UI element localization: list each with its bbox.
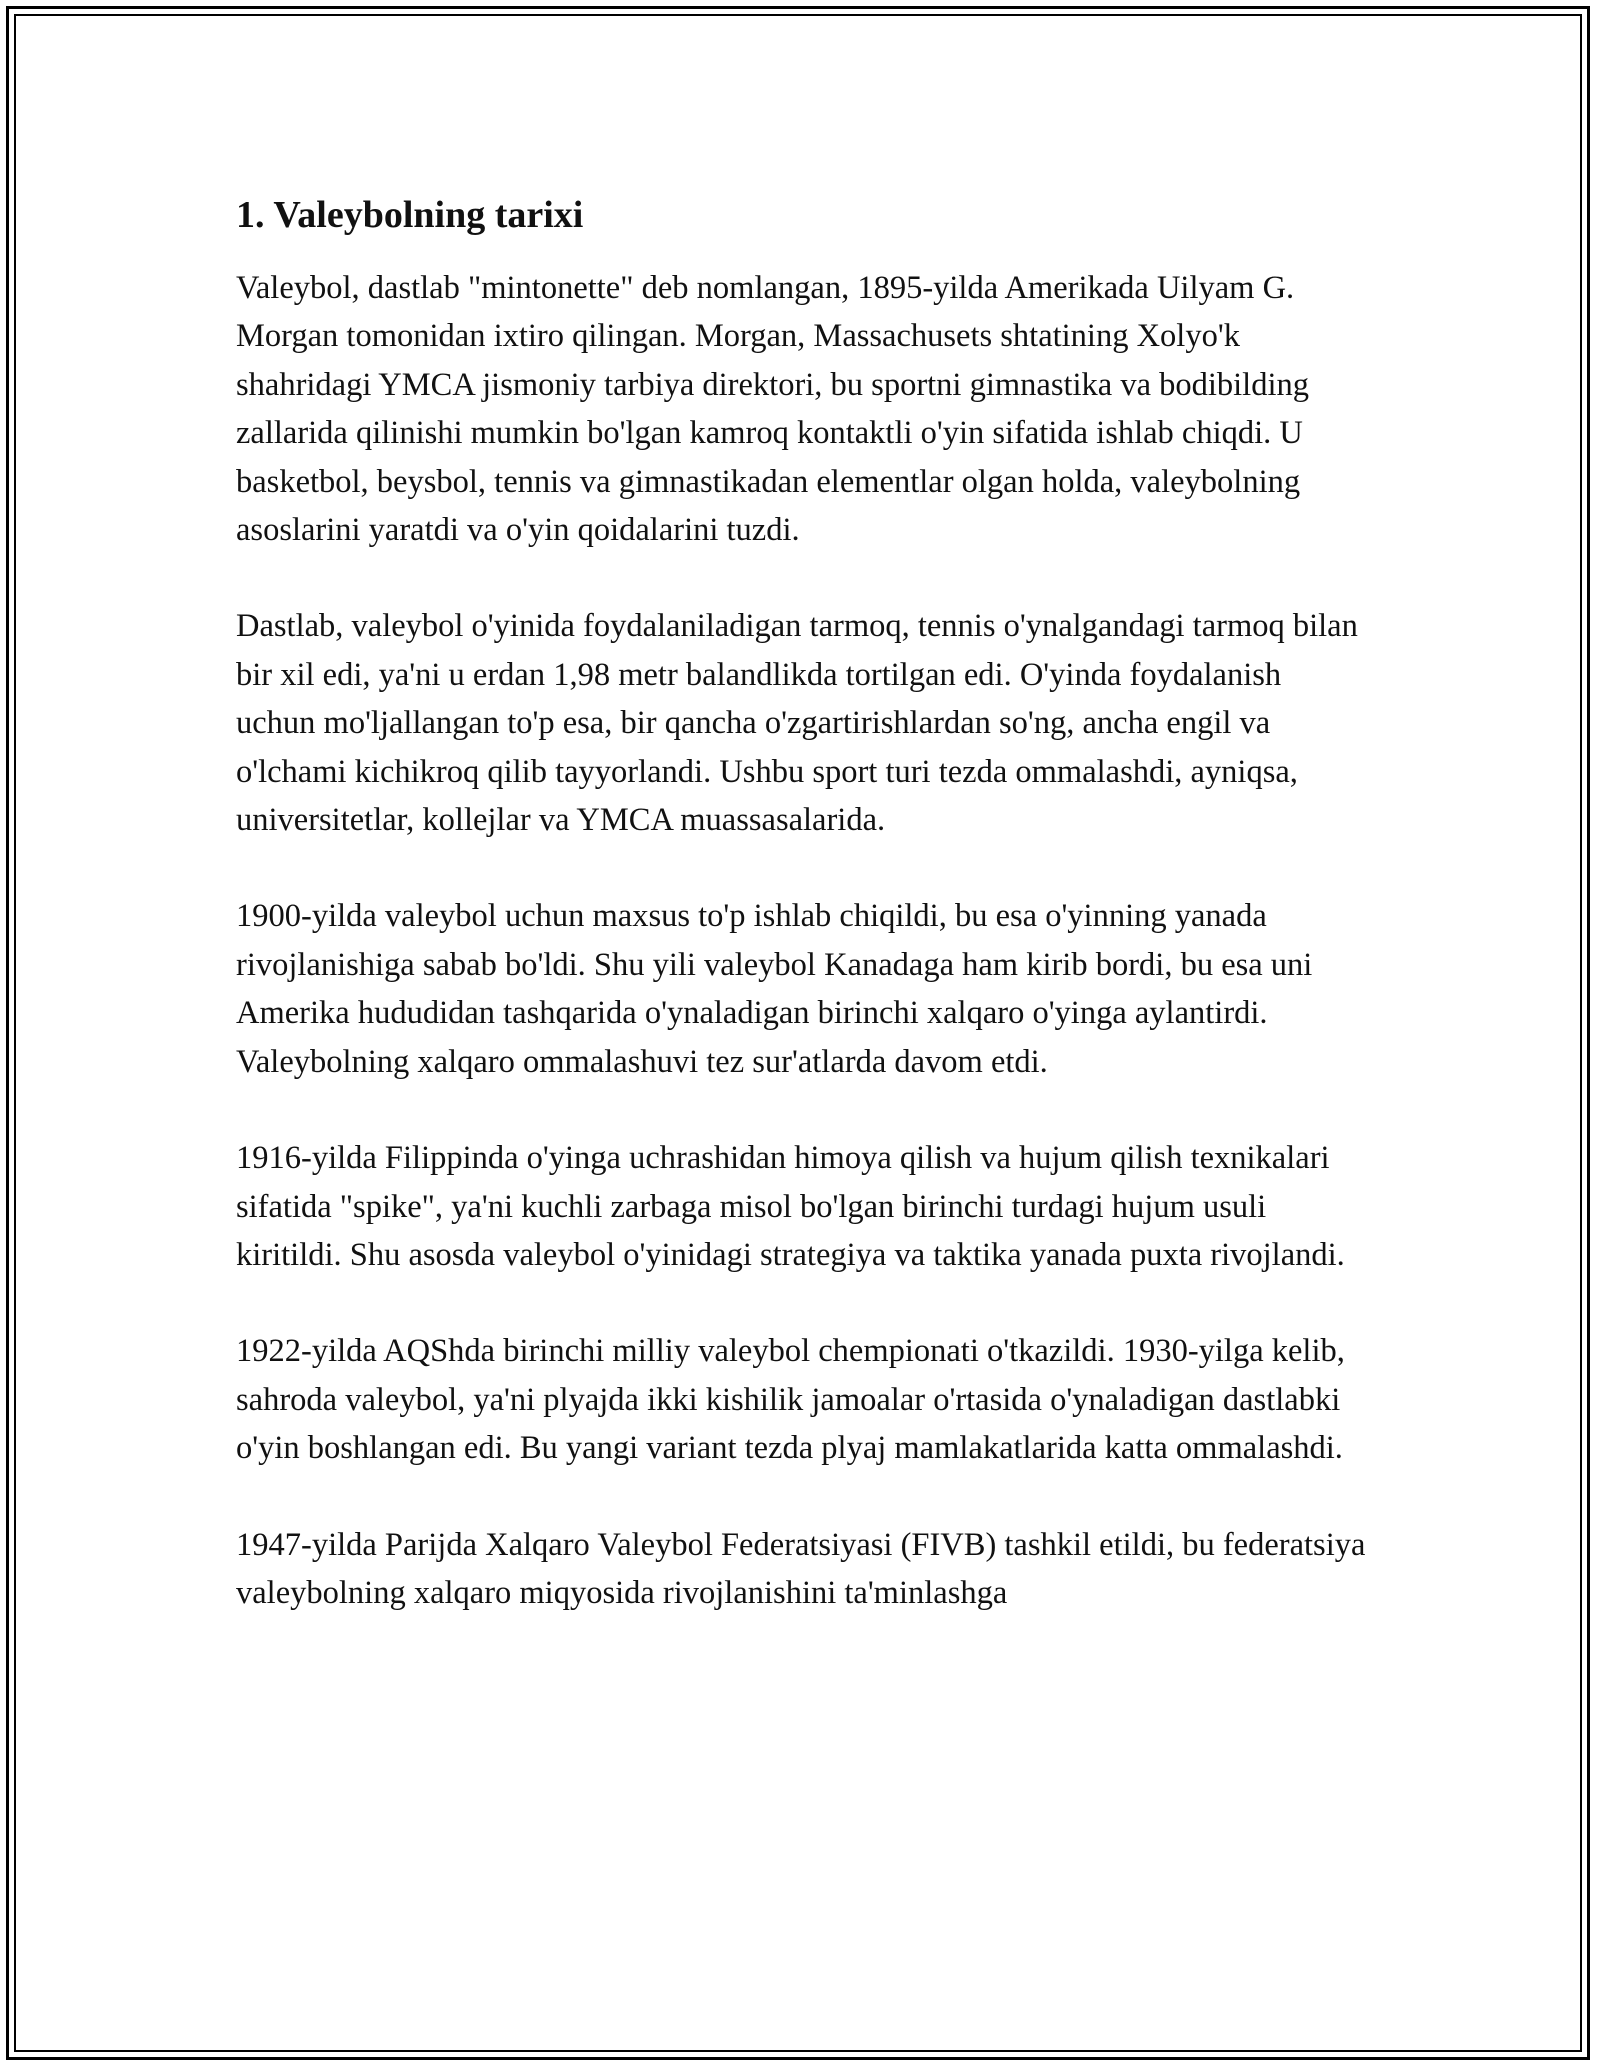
paragraph-origin: Valeybol, dastlab "mintonette" deb nomlangan, 1895-yilda Amerikada Uilyam G. Morgan tomonidan ixtiro qilingan. Morgan, Massachusets shtatining Xolyo'k shahridagi YMCA jismoniy tarbiya direktori, bu sportni gimnastika va bodibilding zallarida qilinishi mumkin bo'lgan kamroq kontaktli o'yin sifatida ishlab chiqdi. U basketbol, beysbol, tennis va gimnastikadan elementlar olgan holda, valeybolning asoslarini yaratdi va o'yin qoidalarini tuzdi. [236, 270, 1309, 549]
paragraph-1916: 1916-yilda Filippinda o'yinga uchrashidan himoya qilish va hujum qilish texnikalari sifatida "spike", ya'ni kuchli zarbaga misol bo'lgan birinchi turdagi hujum usuli kiritildi. Shu asosda valeybol o'yinidagi strategiya va taktika yanada puxta rivojlandi. [236, 1140, 1345, 1273]
paragraph-1922: 1922-yilda AQShda birinchi milliy valeybol chempionati o'tkazildi. 1930-yilga kelib, sahroda valeybol, ya'ni plyajda ikki kishilik jamoalar o'rtasida o'ynaladigan dastlabki o'yin boshlangan edi. Bu yangi variant tezda plyaj mamlakatlarida katta ommalashdi. [236, 1333, 1345, 1467]
section-heading: 1. Valeybolning tarixi [236, 194, 584, 236]
document-body [236, 188, 1366, 1617]
paragraph-net-and-ball: Dastlab, valeybol o'yinida foydalaniladigan tarmoq, tennis o'ynalgandagi tarmoq bilan bir xil edi, ya'ni u erdan 1,98 metr balandlikda tortilgan edi. O'yinda foydalanish uchun mo'ljallangan to'p esa, bir qancha o'zgartirishlardan so'ng, ancha engil va o'lchami kichikroq qilib tayyorlandi. Ushbu sport turi tezda ommalashdi, ayniqsa, universitetlar, kollejlar va YMCA muassasalarida. [236, 608, 1358, 839]
paragraph-1947: 1947-yilda Parijda Xalqaro Valeybol Federatsiyasi (FIVB) tashkil etildi, bu federatsiya valeybolning xalqaro miqyosida rivojlanishini ta'minlashga [236, 1526, 1366, 1611]
paragraph-1900: 1900-yilda valeybol uchun maxsus to'p ishlab chiqildi, bu esa o'yinning yanada rivojlanishiga sabab bo'ldi. Shu yili valeybol Kanadaga ham kirib bordi, bu esa uni Amerika hududidan tashqarida o'ynaladigan birinchi xalqaro o'yinga aylantirdi. Valeybolning xalqaro ommalashuvi tez sur'atlarda davom etdi. [236, 898, 1313, 1080]
